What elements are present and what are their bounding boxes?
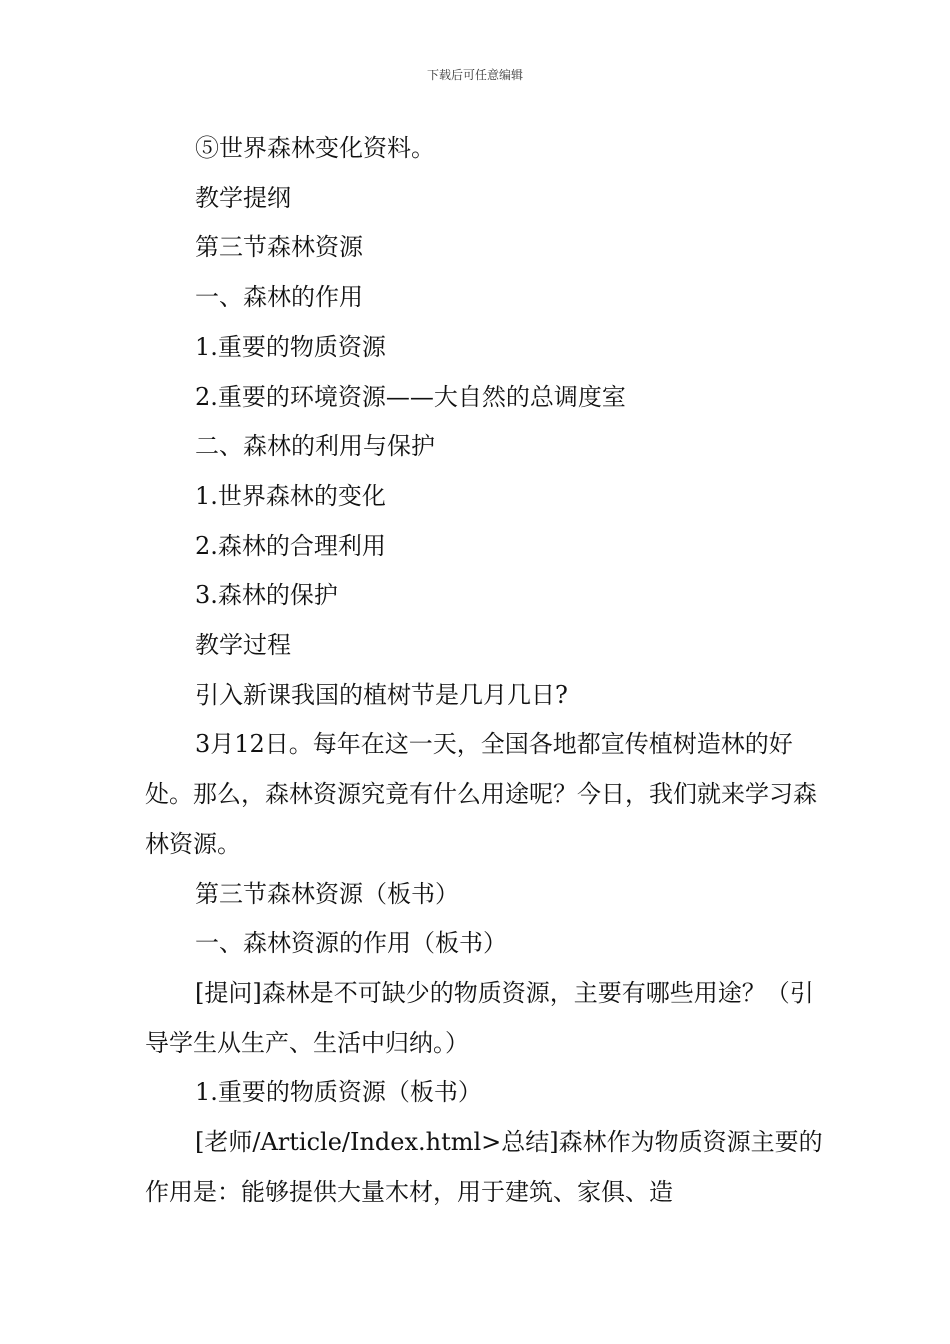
paragraph: ⑤世界森林变化资料。	[195, 134, 435, 162]
page-header: 下载后可任意编辑	[426, 68, 523, 82]
outline-item: 二、森林的利用与保护	[195, 432, 435, 461]
document-body	[145, 124, 825, 1217]
heading: 教学过程	[195, 631, 291, 660]
paragraph: [提问]森林是不可缺少的物质资源，主要有哪些用途？（引导学生从生产、生活中归纳。）	[145, 978, 814, 1057]
outline-item: 3.森林的保护	[195, 581, 338, 610]
paragraph: 一、森林资源的作用（板书）	[195, 929, 507, 958]
outline-item: 1.重要的物质资源	[195, 332, 386, 361]
paragraph: 引入新课我国的植树节是几月几日?	[195, 680, 568, 709]
outline-item: 一、森林的作用	[195, 283, 363, 312]
paragraph: [老师/Article/Index.html>总结]森林作为物质资源主要的作用是：能够提供大量木材，用于建筑、家俱、造	[145, 1128, 823, 1206]
outline-item: 1.世界森林的变化	[195, 481, 386, 510]
outline-item: 2.重要的环境资源——大自然的总调度室	[195, 382, 626, 411]
heading: 第三节森林资源	[195, 233, 363, 262]
outline-item: 2.森林的合理利用	[195, 531, 386, 560]
paragraph: 3月12日。每年在这一天，全国各地都宣传植树造林的好处。那么，森林资源究竟有什么用途呢？今日，我们就来学习森林资源。	[145, 730, 817, 858]
heading: 教学提纲	[195, 183, 291, 212]
paragraph: 第三节森林资源（板书）	[195, 879, 459, 908]
paragraph: 1.重要的物质资源（板书）	[195, 1078, 482, 1107]
